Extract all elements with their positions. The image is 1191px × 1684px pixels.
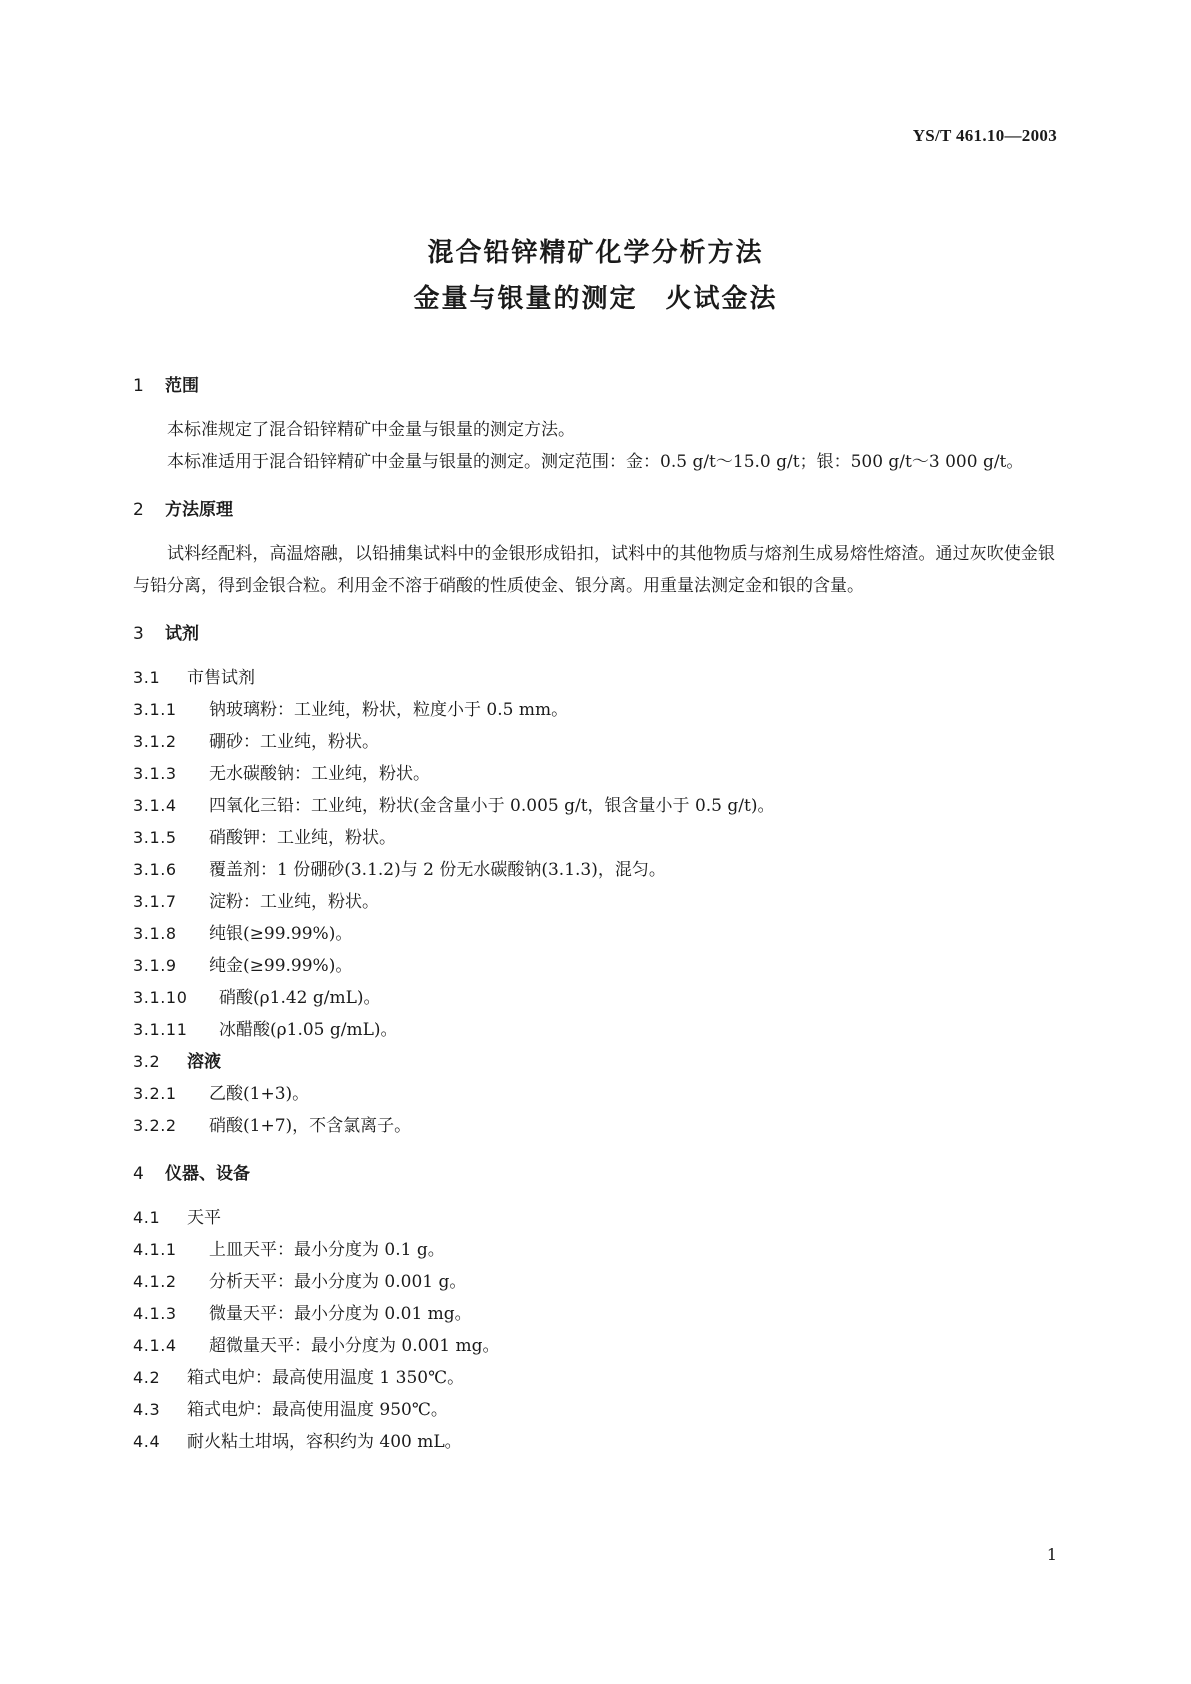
item-text: 超微量天平：最小分度为 0.001 mg。	[209, 1336, 500, 1356]
item-text: 天平	[187, 1208, 221, 1228]
document-title-line-2: 金量与银量的测定 火试金法	[413, 284, 778, 314]
item-text: 硼砂：工业纯，粉状。	[209, 732, 379, 752]
item-text: 无水碳酸钠：工业纯，粉状。	[209, 764, 430, 784]
item-number: 4.1.1	[133, 1240, 177, 1259]
item-number: 3.1.10	[133, 988, 188, 1007]
item-text: 硝酸(1+7)，不含氯离子。	[209, 1116, 412, 1136]
item-number: 3.1.3	[133, 764, 177, 783]
item-number: 4.1.2	[133, 1272, 177, 1291]
item-text: 溶液	[187, 1052, 221, 1072]
item-text: 四氧化三铅：工业纯，粉状(金含量小于 0.005 g/t，银含量小于 0.5 g/t)。	[209, 796, 775, 816]
item-number: 4.3	[133, 1400, 161, 1419]
list-item	[133, 918, 1055, 950]
item-text: 箱式电炉：最高使用温度 950℃。	[187, 1400, 448, 1420]
item-text: 分析天平：最小分度为 0.001 g。	[209, 1272, 467, 1292]
item-number: 4.1.3	[133, 1304, 177, 1323]
section-title: 方法原理	[165, 500, 233, 520]
item-text: 上皿天平：最小分度为 0.1 g。	[209, 1240, 445, 1260]
item-number: 4.1.4	[133, 1336, 177, 1355]
list-item	[133, 854, 1055, 886]
standard-number: YS/T 461.10—2003	[912, 126, 1057, 145]
document-title-line-1: 混合铅锌精矿化学分析方法	[427, 238, 764, 268]
scope-paragraph-2: 本标准适用于混合铅锌精矿中金量与银量的测定。测定范围：金：0.5 g/t～15.0 g/t；银：500 g/t～3 000 g/t。	[167, 452, 1024, 472]
item-number: 3.2.1	[133, 1084, 177, 1103]
list-item	[133, 1362, 1055, 1394]
list-item	[133, 822, 1055, 854]
section-heading-reagents	[133, 620, 1055, 648]
item-number: 3.1.4	[133, 796, 177, 815]
item-text: 硝酸(ρ1.42 g/mL)。	[219, 988, 381, 1008]
list-item	[133, 1234, 1055, 1266]
item-text: 硝酸钾：工业纯，粉状。	[209, 828, 396, 848]
item-number: 3.1.1	[133, 700, 177, 719]
item-number: 3.1	[133, 668, 161, 687]
item-number: 3.2.2	[133, 1116, 177, 1135]
list-item	[133, 950, 1055, 982]
list-item	[133, 1202, 1055, 1234]
list-item	[133, 1078, 1055, 1110]
item-text: 耐火粘土坩埚，容积约为 400 mL。	[187, 1432, 462, 1452]
list-item	[133, 982, 1055, 1014]
section-heading-principle	[133, 496, 1055, 524]
scope-paragraph-1: 本标准规定了混合铅锌精矿中金量与银量的测定方法。	[167, 420, 575, 440]
section-number: 1	[133, 376, 144, 396]
section-number: 4	[133, 1164, 144, 1184]
item-number: 3.1.9	[133, 956, 177, 975]
item-number: 4.2	[133, 1368, 161, 1387]
item-text: 乙酸(1+3)。	[209, 1084, 310, 1104]
list-item	[133, 1110, 1055, 1142]
list-item	[133, 1394, 1055, 1426]
item-number: 3.1.2	[133, 732, 177, 751]
list-item	[133, 886, 1055, 918]
section-title: 仪器、设备	[165, 1164, 250, 1184]
list-item	[133, 1266, 1055, 1298]
item-text: 纯金(≥99.99%)。	[209, 956, 353, 976]
item-text: 箱式电炉：最高使用温度 1 350℃。	[187, 1368, 465, 1388]
document-body	[133, 372, 1055, 1458]
item-number: 3.1.7	[133, 892, 177, 911]
page-number: 1	[1046, 1545, 1057, 1564]
item-text: 市售试剂	[187, 668, 255, 688]
item-text: 冰醋酸(ρ1.05 g/mL)。	[219, 1020, 398, 1040]
list-item	[133, 726, 1055, 758]
item-number: 3.1.8	[133, 924, 177, 943]
item-text: 微量天平：最小分度为 0.01 mg。	[209, 1304, 472, 1324]
section-number: 3	[133, 624, 144, 644]
section-title: 试剂	[165, 624, 199, 644]
list-item	[133, 1046, 1055, 1078]
item-number: 4.4	[133, 1432, 161, 1451]
list-item	[133, 1014, 1055, 1046]
item-number: 3.1.5	[133, 828, 177, 847]
list-item	[133, 758, 1055, 790]
item-number: 3.1.6	[133, 860, 177, 879]
item-number: 3.2	[133, 1052, 161, 1071]
list-item	[133, 662, 1055, 694]
list-item	[133, 1298, 1055, 1330]
list-item	[133, 1426, 1055, 1458]
section-heading-scope	[133, 372, 1055, 400]
principle-paragraph: 试料经配料，高温熔融，以铅捕集试料中的金银形成铅扣，试料中的其他物质与熔剂生成易熔性熔渣。通过灰吹使金银与铅分离，得到金银合粒。利用金不溶于硝酸的性质使金、银分离。用重量法测定金和银的含量。	[133, 544, 1055, 596]
item-number: 3.1.11	[133, 1020, 188, 1039]
list-item	[133, 694, 1055, 726]
section-number: 2	[133, 500, 144, 520]
item-text: 覆盖剂：1 份硼砂(3.1.2)与 2 份无水碳酸钠(3.1.3)，混匀。	[209, 860, 666, 880]
item-number: 4.1	[133, 1208, 161, 1227]
list-item	[133, 1330, 1055, 1362]
section-heading-apparatus	[133, 1160, 1055, 1188]
item-text: 淀粉：工业纯，粉状。	[209, 892, 379, 912]
item-text: 纯银(≥99.99%)。	[209, 924, 353, 944]
item-text: 钠玻璃粉：工业纯，粉状，粒度小于 0.5 mm。	[209, 700, 569, 720]
list-item	[133, 790, 1055, 822]
section-title: 范围	[165, 376, 199, 396]
